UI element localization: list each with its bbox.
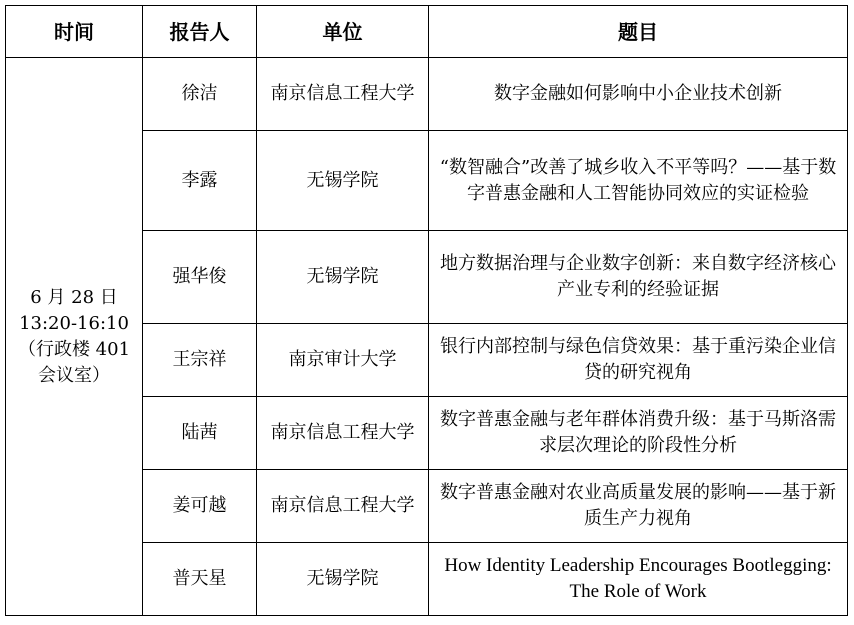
speaker-cell: 强华俊	[143, 231, 257, 324]
speaker-cell: 徐洁	[143, 58, 257, 131]
title-cell: How Identity Leadership Encourages Bootlegging: The Role of Work	[429, 543, 848, 616]
title-cell: 数字普惠金融与老年群体消费升级：基于马斯洛需求层次理论的阶段性分析	[429, 397, 848, 470]
speaker-cell: 普天星	[143, 543, 257, 616]
speaker-cell: 王宗祥	[143, 324, 257, 397]
unit-cell: 无锡学院	[257, 131, 429, 231]
header-speaker: 报告人	[143, 6, 257, 58]
table-row	[6, 58, 848, 131]
time-location-room: 会议室）	[38, 364, 110, 386]
unit-cell: 南京信息工程大学	[257, 397, 429, 470]
unit-cell: 无锡学院	[257, 231, 429, 324]
header-row	[6, 6, 848, 58]
title-cell: “数智融合”改善了城乡收入不平等吗？——基于数字普惠金融和人工智能协同效应的实证检验	[429, 131, 848, 231]
header-unit: 单位	[257, 6, 429, 58]
header-title: 题目	[429, 6, 848, 58]
schedule-table	[5, 5, 848, 616]
time-cell	[6, 58, 143, 616]
unit-cell: 南京信息工程大学	[257, 470, 429, 543]
header-time: 时间	[6, 6, 143, 58]
speaker-cell: 李露	[143, 131, 257, 231]
speaker-cell: 姜可越	[143, 470, 257, 543]
unit-cell: 南京信息工程大学	[257, 58, 429, 131]
unit-cell: 南京审计大学	[257, 324, 429, 397]
unit-cell: 无锡学院	[257, 543, 429, 616]
title-cell: 银行内部控制与绿色信贷效果：基于重污染企业信贷的研究视角	[429, 324, 848, 397]
title-cell: 数字金融如何影响中小企业技术创新	[429, 58, 848, 131]
title-cell: 地方数据治理与企业数字创新：来自数字经济核心产业专利的经验证据	[429, 231, 848, 324]
time-range: 13:20-16:10	[19, 312, 129, 334]
title-cell: 数字普惠金融对农业高质量发展的影响——基于新质生产力视角	[429, 470, 848, 543]
speaker-cell: 陆茜	[143, 397, 257, 470]
time-location: （行政楼 401	[17, 338, 131, 360]
time-date: 6 月 28 日	[30, 286, 118, 308]
